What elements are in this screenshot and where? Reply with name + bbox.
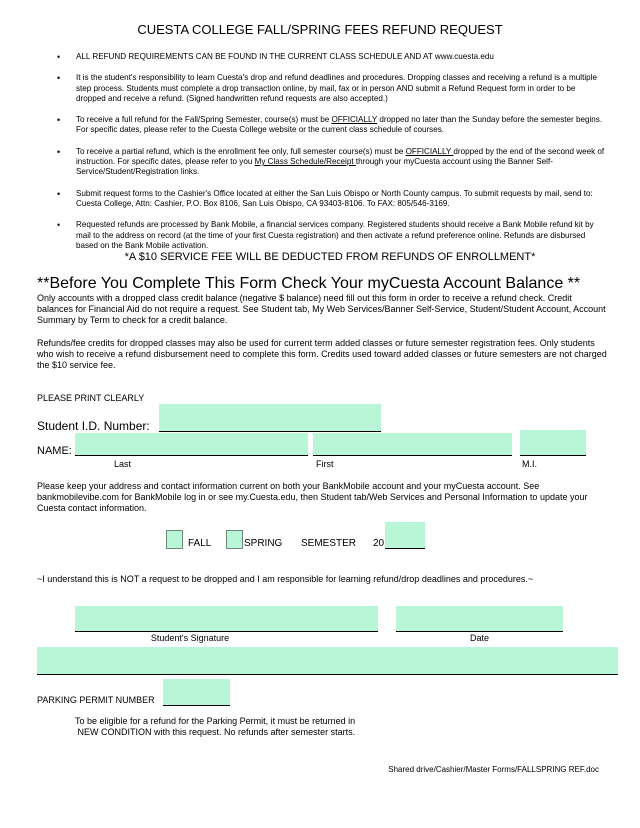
first-name-field[interactable] bbox=[313, 433, 512, 456]
balance-heading: **Before You Complete This Form Check Your myCuesta Account Balance ** bbox=[37, 275, 581, 292]
contact-info-text: Please keep your address and contact information current on both your BankMobile account and your myCuesta account. See bankmobilevibe.com for BankMobile log in or see my.Cuesta.edu, then Student tab/Web Services and Personal Information to update your Cuesta contact information. bbox=[37, 481, 588, 513]
date-label: Date bbox=[469, 633, 489, 643]
signature-label: Student's Signature bbox=[150, 633, 230, 643]
parking-permit-label: PARKING PERMIT NUMBER bbox=[37, 695, 155, 705]
footer-file-path: Shared drive/Cashier/Master Forms/FALLSPRING REF.doc bbox=[388, 765, 599, 774]
mi-label: M.I. bbox=[522, 459, 537, 469]
list-item: • To receive a partial refund, which is the enrollment fee only, full semester course(s) must be OFFICIALLY dropped by the end of the second week of instruction. For specific dates, please refer to you My Class Schedule/Receipt through your myCuesta account using the Banner Self-Service/Student/Registration links. bbox=[40, 147, 605, 178]
last-label: Last bbox=[114, 459, 132, 469]
parking-permit-field[interactable] bbox=[163, 679, 230, 706]
list-item: • Submit request forms to the Cashier's Office located at either the San Luis Obispo or North County campus. To submit requests by mail, send to: Cuesta College, Attn: Cashier, P.O. Box 8106, San Luis Obispo, CA 93403-8106. To FAX: 805/546-3169. bbox=[40, 189, 605, 210]
first-label: First bbox=[316, 459, 334, 469]
print-clearly-label: PLEASE PRINT CLEARLY bbox=[37, 393, 145, 403]
student-id-label: Student I.D. Number: bbox=[37, 419, 150, 433]
list-item: • ALL REFUND REQUIREMENTS CAN BE FOUND IN THE CURRENT CLASS SCHEDULE AND AT www.cuesta.edu bbox=[40, 52, 605, 62]
name-label: NAME: bbox=[37, 445, 72, 457]
student-id-field[interactable] bbox=[159, 404, 381, 432]
spring-checkbox[interactable] bbox=[226, 530, 243, 549]
balance-text: Only accounts with a dropped class credit balance (negative $ balance) need fill out this form in order to receive a refund check. Credit balances for Financial Aid do not require a request. See Student tab, My Web Services/Banner Self-Service, Student/Student Account, Account Summary by Term to check for a credit balance. bbox=[37, 293, 606, 325]
fall-label: FALL bbox=[188, 538, 212, 549]
list-item: • Requested refunds are processed by Bank Mobile, a financial services company. Registered students should receive a Bank Mobile refund kit by mail to the address on record (at the time of your first Cuesta registration) and then activate a refund preference online. Refunds are disbursed based on the Bank Mobile activation. bbox=[40, 220, 605, 251]
semester-year-field[interactable] bbox=[385, 522, 425, 549]
parking-note-line1: To be eligible for a refund for the Parking Permit, it must be returned in bbox=[75, 716, 356, 726]
service-fee-notice: *A $10 SERVICE FEE WILL BE DEDUCTED FROM REFUNDS OF ENROLLMENT* bbox=[124, 251, 536, 263]
year-prefix: 20 bbox=[373, 538, 385, 549]
middle-initial-field[interactable] bbox=[520, 430, 586, 456]
date-field[interactable] bbox=[396, 606, 563, 632]
refund-requirements-list bbox=[40, 52, 605, 262]
credits-text: Refunds/fee credits for dropped classes may also be used for current term added classes or future semester registration fees. Only students who wish to receive a refund disbursement need to complete this form. Credits used toward added classes or future semesters are not charged the $10 service fee. bbox=[37, 338, 607, 370]
semester-label: SEMESTER bbox=[301, 538, 357, 549]
spring-label: SPRING bbox=[244, 538, 283, 549]
list-item: • To receive a full refund for the Fall/Spring Semester, course(s) must be OFFICIALLY dropped no later than the Sunday before the semester begins. For specific dates, please refer to the Cuesta College website or the current class schedule of courses. bbox=[40, 115, 605, 136]
form-title: CUESTA COLLEGE FALL/SPRING FEES REFUND REQUEST bbox=[137, 22, 503, 37]
office-use-field[interactable] bbox=[37, 647, 618, 675]
last-name-field[interactable] bbox=[75, 433, 308, 456]
understand-statement: ~I understand this is NOT a request to be dropped and I am responsible for learning refund/drop deadlines and procedures.~ bbox=[37, 574, 534, 584]
fall-checkbox[interactable] bbox=[166, 530, 183, 549]
signature-field[interactable] bbox=[75, 606, 378, 632]
list-item: • It is the student's responsibility to learn Cuesta's drop and refund deadlines and procedures. Dropping classes and receiving a refund is a multiple step process. Students must complete a drop transaction online, by mail, fax or in person AND submit a Refund Request form in order to be dropped and receive a refund. (Signed handwritten refund requests are also accepted.) bbox=[40, 73, 605, 104]
parking-note-line2: NEW CONDITION with this request. No refunds after semester starts. bbox=[75, 727, 356, 737]
